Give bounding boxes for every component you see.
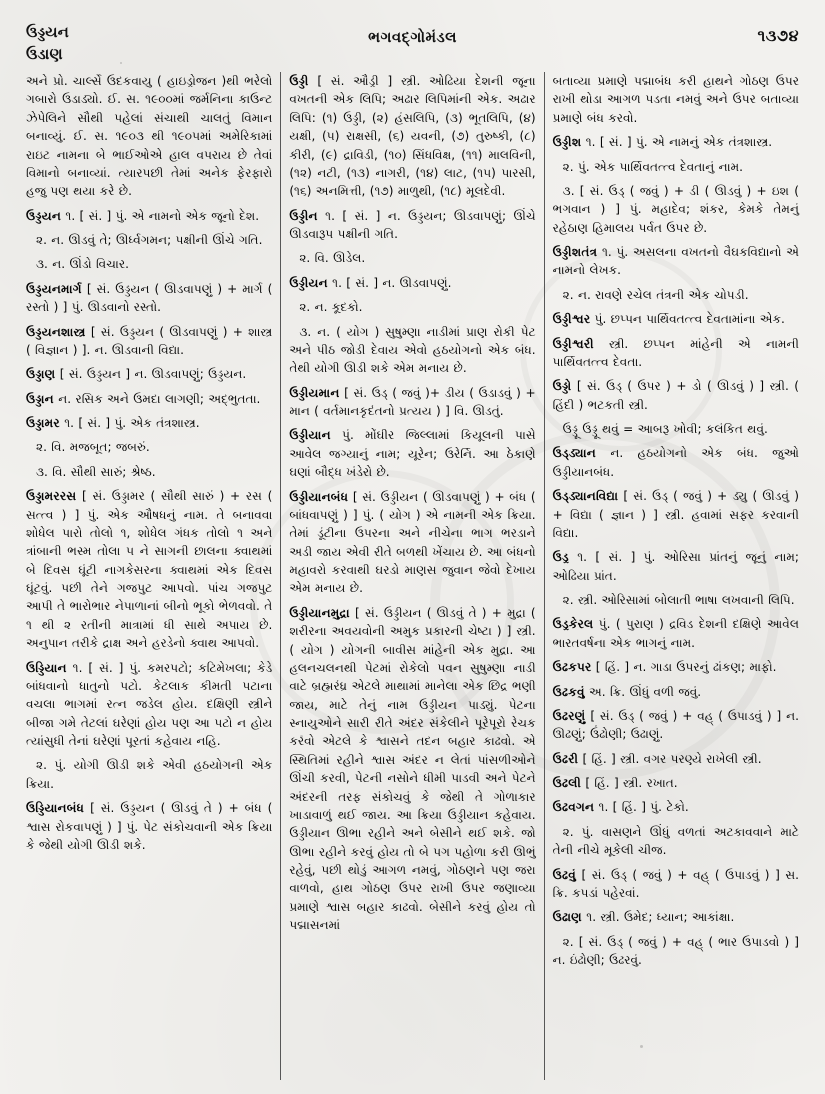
- dictionary-entry: [553, 133, 799, 151]
- entry-headword: ઉડ્ડો: [552, 379, 572, 394]
- entry-definition: ૧. [ સં. ] પું. એક તંત્રશાસ્ત્ર.: [59, 416, 200, 430]
- entry-headword: ઉઢવું: [552, 867, 576, 882]
- dictionary-entry: [289, 72, 535, 201]
- entry-definition: [ સં. ઉડ્ ( ઉપર ) + ડો ( ઊડવું ) ] સ્ત્રી. ( હિંદી ) ભટકતી સ્ત્રી.: [552, 379, 799, 412]
- entry-definition: [ હિં. ] સ્ત્રી. રખાત.: [581, 776, 678, 790]
- entry-definition: [ સં. ઉડ્ડયન ( ઊડવું તે ) + બંધ ( શ્વાસ રોકવાપણું ) ] પું. પેટ સંકોચવાની એક ક્રિયા કે જેથી યોગી ઊડી શકે.: [26, 801, 273, 852]
- entry-sense: ૨. ન. રાવણે રચેલ તંત્રની એક ચોપડી.: [562, 287, 749, 302]
- entry-sense: ૨. પું. યોગી ઊડી શકે એવી હઠયોગની એક ક્રિયા.: [26, 758, 273, 791]
- entry-continuation: અને પ્રો. ચાર્લ્સે ઉદકવાયુ ( હાઇડ્રોજન )થી ભરેલો ગબારો ઉડાડ્યો. ઈ. સ. ૧૯૦૦માં જર્મનિના કાઉન્ટ ઝેપેલિને સૌથી પહેલાં સંચાથી ચાલતું વિમાન બનાવ્યું. ઈ. સ. ૧૯૦૩ થી ૧૯૦૫માં અમેરિકામાં રાઇટ નામના બે ભાઈઓએ હાલ વપરાય છે તેવાં વિમાનો બનાવ્યાં. ત્યારપછી તેમાં અનેક ફેરફારો હજુ પણ થયા કરે છે.: [26, 74, 273, 199]
- entry-definition: ૧. [ સં. ] ન. ઉડ્ડયન; ઊડવાપણું; ઊંચે ઊડવારૂપ પક્ષીની ગતિ.: [289, 208, 536, 241]
- entry-definition: [ હિં. ] ન. ગાડા ઉપરનું ઢાંકણ; માફો.: [591, 660, 777, 675]
- text-columns: [18, 72, 807, 1080]
- entry-definition: [ સં. ઉડ્ડામર ( સૌથી સારું ) + રસ ( સત્ત્વ ) ] પું. એક ઔષધનું નામ. તે બનાવવા શોધેલ પારો તોલો ૧, શોધેલ ગંધક તોલો ૧ અને ત્રાંબાની ભસ્મ તોલા ૫ ને સાગની છાલના ક્વાથમાં બે દિવસ ઘૂંટી નાગકેસરના ક્વાથમાં એક દિવસ ઘૂંટવું. પછી તેને ગજપુટ આપવો. પાંચ ગજપુટ આપી તે ભારોભાર નેપાળાનાં બીનો ભૂકો ભેળવવો. તે ૧ થી ૨ રતીની માત્રામાં ધી સાથે અપાય છે. અનુપાન તરીકે દ્રાક્ષ અને હરડેનો ક્વાથ આપવો.: [26, 489, 273, 651]
- page-header: [0, 22, 825, 78]
- dictionary-entry: [26, 207, 272, 225]
- entry-headword: ઉડ્ડાન: [26, 391, 54, 406]
- entry-sense: ૨. ન. ઊડવું તે; ઊર્ધ્વગમન; પક્ષીની ઊંચે ગતિ.: [36, 233, 263, 247]
- entry-headword: ઉડ્ડામર: [26, 416, 60, 430]
- entry-headword: ઉઢવગન: [552, 800, 595, 815]
- dictionary-entry: [553, 658, 799, 676]
- entry-headword: ઉઢકવું: [552, 684, 585, 699]
- book-title: ભગવદ્ગોમંડલ: [368, 28, 457, 46]
- dictionary-entry: [553, 908, 799, 926]
- entry-definition: પું. ( પુરાણ ) દ્રવિડ દેશની દક્ષિણે આવેલ ભારતવર્ષના એક ભાગનું નામ.: [552, 617, 799, 650]
- entry-sense: ઉડ્ડૂ ઉડ્ડૂ થવું = આબરૂ ખોવી; કલંકિત થવું.: [562, 422, 768, 436]
- entry-sense: ૩. ન. ઊંડો વિચાર.: [36, 257, 129, 272]
- entry-headword: ઉઢરી: [552, 751, 579, 766]
- entry-headword: ઉડ્ડયનશાસ્ત્ર: [26, 324, 86, 339]
- dictionary-entry: [553, 487, 799, 542]
- entry-headword: ઉડ્ડાણ: [26, 367, 56, 382]
- dictionary-entry: [26, 799, 272, 854]
- entry-headword: ઉડ્ર: [552, 550, 569, 565]
- running-head-left-line1: ઉડ્ડયન: [26, 23, 69, 41]
- dictionary-entry: [553, 615, 799, 652]
- dictionary-entry: [553, 683, 799, 701]
- entry-headword: ઉડ્ડ્યાનવિદ્યા: [552, 489, 619, 504]
- entry-definition: ૧. [ સં. ] પું. એ નામનો એક જૂનો દેશ.: [61, 208, 260, 223]
- entry-headword: ઉડ્ડીયાનબંધ: [289, 489, 349, 504]
- entry-definition: [ સં. ઉડ્ડીયન ( ઊડવાપણું ) + બંધ ( બાંધવાપણું ) ] પું. ( યોગ ) એ નામની એક ક્રિયા. તેમાં ડૂંટીના ઉપરના અને નીચેના ભાગ ભરડાને અડી જાય એવી રીતે બળથી ખેંચાય છે. આ બંધનો મહાવરો કરવાથી ઘરડો માણસ જુવાન જેવો દેખાય એમ મનાય છે.: [289, 489, 536, 596]
- entry-definition: [ સં. ઉડ્ ( જવું ) + ડ્યુ ( ઊડવું ) + વિદ્યા ( જ્ઞાન ) ] સ્ત્રી. હવામાં સફર કરવાની વિદ્યા.: [552, 489, 799, 540]
- entry-definition: ૧. [ સં. ] પું. એ નામનું એક તંત્રશાસ્ત્ર.: [581, 135, 773, 150]
- entry-definition: ન. હઠયોગનો એક બંધ. જુઓ ઉડ્ડીયાનબંધ.: [552, 446, 799, 479]
- dictionary-entry: [289, 384, 535, 421]
- entry-sense: ૨. ન. કૂદકો.: [299, 300, 363, 315]
- entry-headword: ઉડ્ડિયાન: [26, 660, 67, 675]
- entry-headword: ઉઢકપર: [552, 660, 592, 675]
- dictionary-entry: [26, 323, 272, 360]
- column-2: [280, 72, 543, 1080]
- dictionary-entry: [553, 377, 799, 414]
- entry-sense: ૨. પું. વાસણને ઊંધું વળતાં અટકાવવાને માટે તેની નીચે મૂકેલી ચીજ.: [552, 824, 799, 858]
- entry-headword: ઉડ્ડી: [289, 74, 309, 88]
- entry-headword: ઉઢાણ: [552, 910, 582, 925]
- dictionary-entry: [553, 866, 799, 903]
- entry-headword: ઉડ્ડિયાનબંધ: [26, 801, 85, 816]
- page-number: ૧૩૭૪: [757, 26, 799, 45]
- dictionary-entry: [553, 243, 799, 280]
- dictionary-entry: [26, 280, 272, 317]
- entry-headword: ઉડ્ડામરરસ: [26, 489, 77, 504]
- entry-headword: ઉડ્ડીન: [289, 208, 318, 223]
- entry-definition: [ હિં. ] સ્ત્રી. વગર પરણ્યે રાખેલી સ્ત્રી.: [578, 751, 762, 766]
- entry-definition: ૧. [ સં. ] પું. કમરપટો; કટિમેખલા; કેડે બાંધવાનો ધાતુનો પટો. કેટલાક કીમતી પટાના વચલા ભાગમાં રત્ન જડેલ હોય. દક્ષિણી સ્ત્રીને બીજા ગમે તેટલાં ઘરેણાં હોય પણ આ પટો ન હોય ત્યાંસુધી તેનાં ઘરેણાં પૂરતાં કહેવાય નહિ.: [26, 660, 273, 748]
- dictionary-entry: [553, 774, 799, 792]
- entry-headword: ઉડ્ડીયમાન: [289, 385, 340, 400]
- entry-sense: ૨. સ્ત્રી. ઓરિસામાં બોલાતી ભાષા લખવાની લિપિ.: [562, 593, 795, 607]
- dictionary-entry: [26, 390, 272, 408]
- dictionary-entry: [26, 659, 272, 751]
- entry-headword: ઉડ્ડયન: [26, 208, 62, 223]
- entry-definition: [ સં. ઉડ્ડયન ( ઊડવાપણું ) + શાસ્ત્ર ( વિજ્ઞાન ) ]. ન. ઊડવાની વિદ્યા.: [26, 324, 273, 357]
- dictionary-entry: [553, 798, 799, 816]
- entry-headword: ઉઢલી: [552, 776, 582, 790]
- entry-definition: ૧. પું. અસલના વખતનો વૈઘકવિદ્યાનો એ નામનો લેખક.: [552, 245, 799, 278]
- entry-headword: ઉડ્ડ્યાન: [552, 446, 596, 461]
- dictionary-entry: [26, 365, 272, 383]
- entry-headword: ઉડ્ડીશ્વર: [552, 312, 591, 327]
- dictionary-entry: [553, 444, 799, 481]
- dictionary-entry: [26, 414, 272, 432]
- entry-headword: ઉડ્ડીયન: [289, 275, 328, 290]
- entry-headword: ઉડ્ડયનમાર્ગ: [26, 281, 82, 296]
- entry-definition: [ સં. ઉડ્ ( જવું ) + વહ્ ( ઉપાડવું ) ] ન. ઊઢણું; ઉંઢોણી; ઉઢાણું.: [552, 708, 799, 742]
- dictionary-entry: [289, 426, 535, 481]
- entry-headword: ઉડ્ડીશતંત્ર: [552, 245, 598, 259]
- column-3: [544, 72, 807, 1080]
- entry-headword: ઉડ્ડીશ: [552, 135, 582, 150]
- dictionary-entry: [553, 750, 799, 768]
- entry-headword: ઉડ્ડીયાન: [289, 428, 331, 443]
- entry-definition: [ સં. ઉડ્ ( જવું ) + વહ્ ( ઉપાડવું ) ] સ. ક્રિ. કપડાં પહેરવાં.: [552, 867, 799, 900]
- dictionary-entry: [553, 310, 799, 328]
- entry-definition: પું. મોંઘીર જિલ્લામાં કિયૂલની પાસે આવેલ જગ્યાનું નામ; યૂરેન; ઉરેર્નિ. આ ઠેકાણે ઘણાં બૌદ્ધ ખંડેરો છે.: [289, 428, 536, 480]
- entry-sense: ૩. [ સં. ઉડ્ ( જવું ) + ડી ( ઊડવું ) + ઇશ ( ભગવાન ) ] પું. મહાદેવ; શંકર, કેમકે તેમનું રહેઠાણ હિમાલય પર્વત ઉપર છે.: [552, 183, 799, 235]
- dictionary-entry: [553, 335, 799, 372]
- entry-headword: ઉડ્ડીશ્વરી: [552, 336, 594, 351]
- entry-sense: ૨. વિ. મજબૂત; જબરું.: [36, 440, 150, 455]
- entry-definition: [ સં. ઉડ્ડયન ] ન. ઊડવાપણું; ઉડ્ડયન.: [55, 367, 247, 382]
- entry-continuation: બતાવ્યા પ્રમાણે પદ્માબંધ કરી હાથને ગોઠણ ઉપર રાખી થોડા આગળ પડતા નમવું અને ઉપર બતાવ્યા પ્રમાણે બંધ કરવો.: [552, 74, 799, 125]
- dictionary-entry: [26, 487, 272, 652]
- entry-definition: સ્ત્રી. છપ્પન માંહેની એ નામની પાર્થિવતત્ત્વ દેવતા.: [552, 336, 799, 369]
- dictionary-entry: [289, 488, 535, 598]
- entry-definition: [ સં. ઉડ્ડીયન ( ઊડવું તે ) + મુદ્રા ( શરીરના અવયવોની અમુક પ્રકારની ચેષ્ટા ) ] સ્ત્રી. ( યોગ ) યોગની બાવીસ માંહેની એક મુદ્રા. આ હલનચલનથી પેટમાં રોકેલો પવન સુષુમ્ણા નાડી વાટે બ્રહ્મરંધ્ર એટલે માથામાં માનેલા એક છિદ્ર ભણી જાય, માટે તેનું નામ ઉડ્ડીયન પાડ્યું. પેટના સ્નાયુઓને સારી રીતે અંદર સંકેલીને પૂરેપૂરો રેચક કરવો એટલે કે શ્વાસને તદન બહાર કાઢવો. એ સ્થિતિમાં રહીને શ્વાસ અંદર ન લેતાં પાંસળીઓને ઊંચી કરવી, પેટની નસોને ધીમી પાડવી અને પેટને અંદરની તરફ સંકોચવું કે જેથી તે ગોળાકાર ખાડાવાળું થઈ જાય. આ ક્રિયા ઉડ્ડીયાન કહેવાય. ઉડ્ડીયાન ઊભા રહીને અને બેસીને થઈ શકે. જો ઊભા રહીને કરવું હોય તો બે પગ પહોળા કરી ઊભું રહેવું, પછી થોડું આગળ નમવું, ગોઠણને પણ જરા વાળવો, હાથ ગોઠણ ઉપર રાખી ઉપર જણાવ્યા પ્રમાણે શ્વાસ બહાર કાઢવો. બેસીને કરવું હોય તો પદ્માસનમાં: [289, 605, 536, 933]
- dictionary-entry: [289, 604, 535, 935]
- entry-definition: અ. ક્રિ. ઊંધું વળી જવું.: [584, 684, 702, 699]
- running-head-left-line2: ઉડાણ: [26, 44, 63, 63]
- entry-definition: ન. રસિક અને ઉમદા લાગણી; અદ્‌ભુતતા.: [53, 391, 261, 406]
- entry-sense: ૩. ન. ( યોગ ) સુષુમ્ણા નાડીમાં પ્રાણ રોકી પેટ અને પીઠ જોડી દેવાય એવો હઠયોગનો એક બંધ. તેથી યોગી ઊડી શકે એમ મનાય છે.: [289, 324, 536, 376]
- column-1: [18, 72, 280, 1080]
- entry-definition: પું. છપ્પન પાર્થિવતત્ત્વ દેવતામાંના એક.: [590, 312, 785, 327]
- entry-definition: ૧. સ્ત્રી. ઉમેદ; ધ્યાન; આકાંક્ષા.: [581, 910, 735, 925]
- entry-definition: [ સં. ઔડ્રી ] સ્ત્રી. ઓઢિયા દેશની જૂના વખતની એક લિપિ; અઢાર લિપિમાંની એક. અઢાર લિપિ: (૧) ઉડ્ડી, (૨) હંસલિપિ, (૩) ભૂતલિપિ, (૪) યક્ષી, (૫) રાક્ષસી, (૬) યવની, (૭) તુરુષ્કી, (૮) કીરી, (૯) દ્રાવિડી, (૧૦) સિંધવિક્ષ, (૧૧) માલવિની, (૧૨) નટી, (૧૩) નાગરી, (૧૪) લાટ, (૧૫) પારસી, (૧૬) અનમિત્તી, (૧૭) માળુથી, (૧૮) મૂલદેવી.: [289, 74, 536, 199]
- dictionary-entry: [553, 548, 799, 585]
- entry-definition: [ સં. ઉડ્ ( જવું )+ ડીય ( ઉડાડવું ) + માન ( વર્તમાનકૃદંતનો પ્રત્યય ) ] વિ. ઊડતું.: [289, 385, 536, 418]
- dictionary-entry: [289, 274, 535, 292]
- entry-sense: ૨. પું. એક પાર્થિવતત્ત્વ દેવતાનું નામ.: [562, 159, 743, 174]
- entry-headword: ઉઢરણું: [552, 708, 586, 723]
- entry-sense: ૩. વિ. સૌથી સારું; શ્રેષ્ઠ.: [36, 464, 156, 479]
- dictionary-entry: [289, 207, 535, 244]
- entry-definition: ૧. [ હિં. ] પું. ટેકો.: [594, 800, 689, 815]
- entry-sense: ૨. [ સં. ઉડ્ ( જવું ) + વહ્ ( ભાર ઉપાડવો ) ] ન. ઇંઢોણી; ઉઢરવું.: [552, 934, 799, 967]
- entry-definition: ૧. [ સં. ] પું. ઓરિસા પ્રાંતનું જૂનું નામ; ઓઢિયા પ્રાંત.: [552, 550, 799, 583]
- entry-headword: ઉડ્ડીયાનમુદ્રા: [289, 605, 350, 620]
- entry-definition: [ સં. ઉડ્ડયન ( ઊડવાપણું ) + માર્ગ ( રસ્તો ) ] પું. ઊડવાનો રસ્તો.: [26, 281, 273, 315]
- entry-definition: ૧. [ સં. ] ન. ઊડવાપણું.: [327, 275, 452, 290]
- entry-headword: ઉડ્રકેરલ: [552, 617, 594, 632]
- entry-sense: ૨. વિ. ઊડેલ.: [299, 251, 366, 266]
- dictionary-entry: [553, 707, 799, 744]
